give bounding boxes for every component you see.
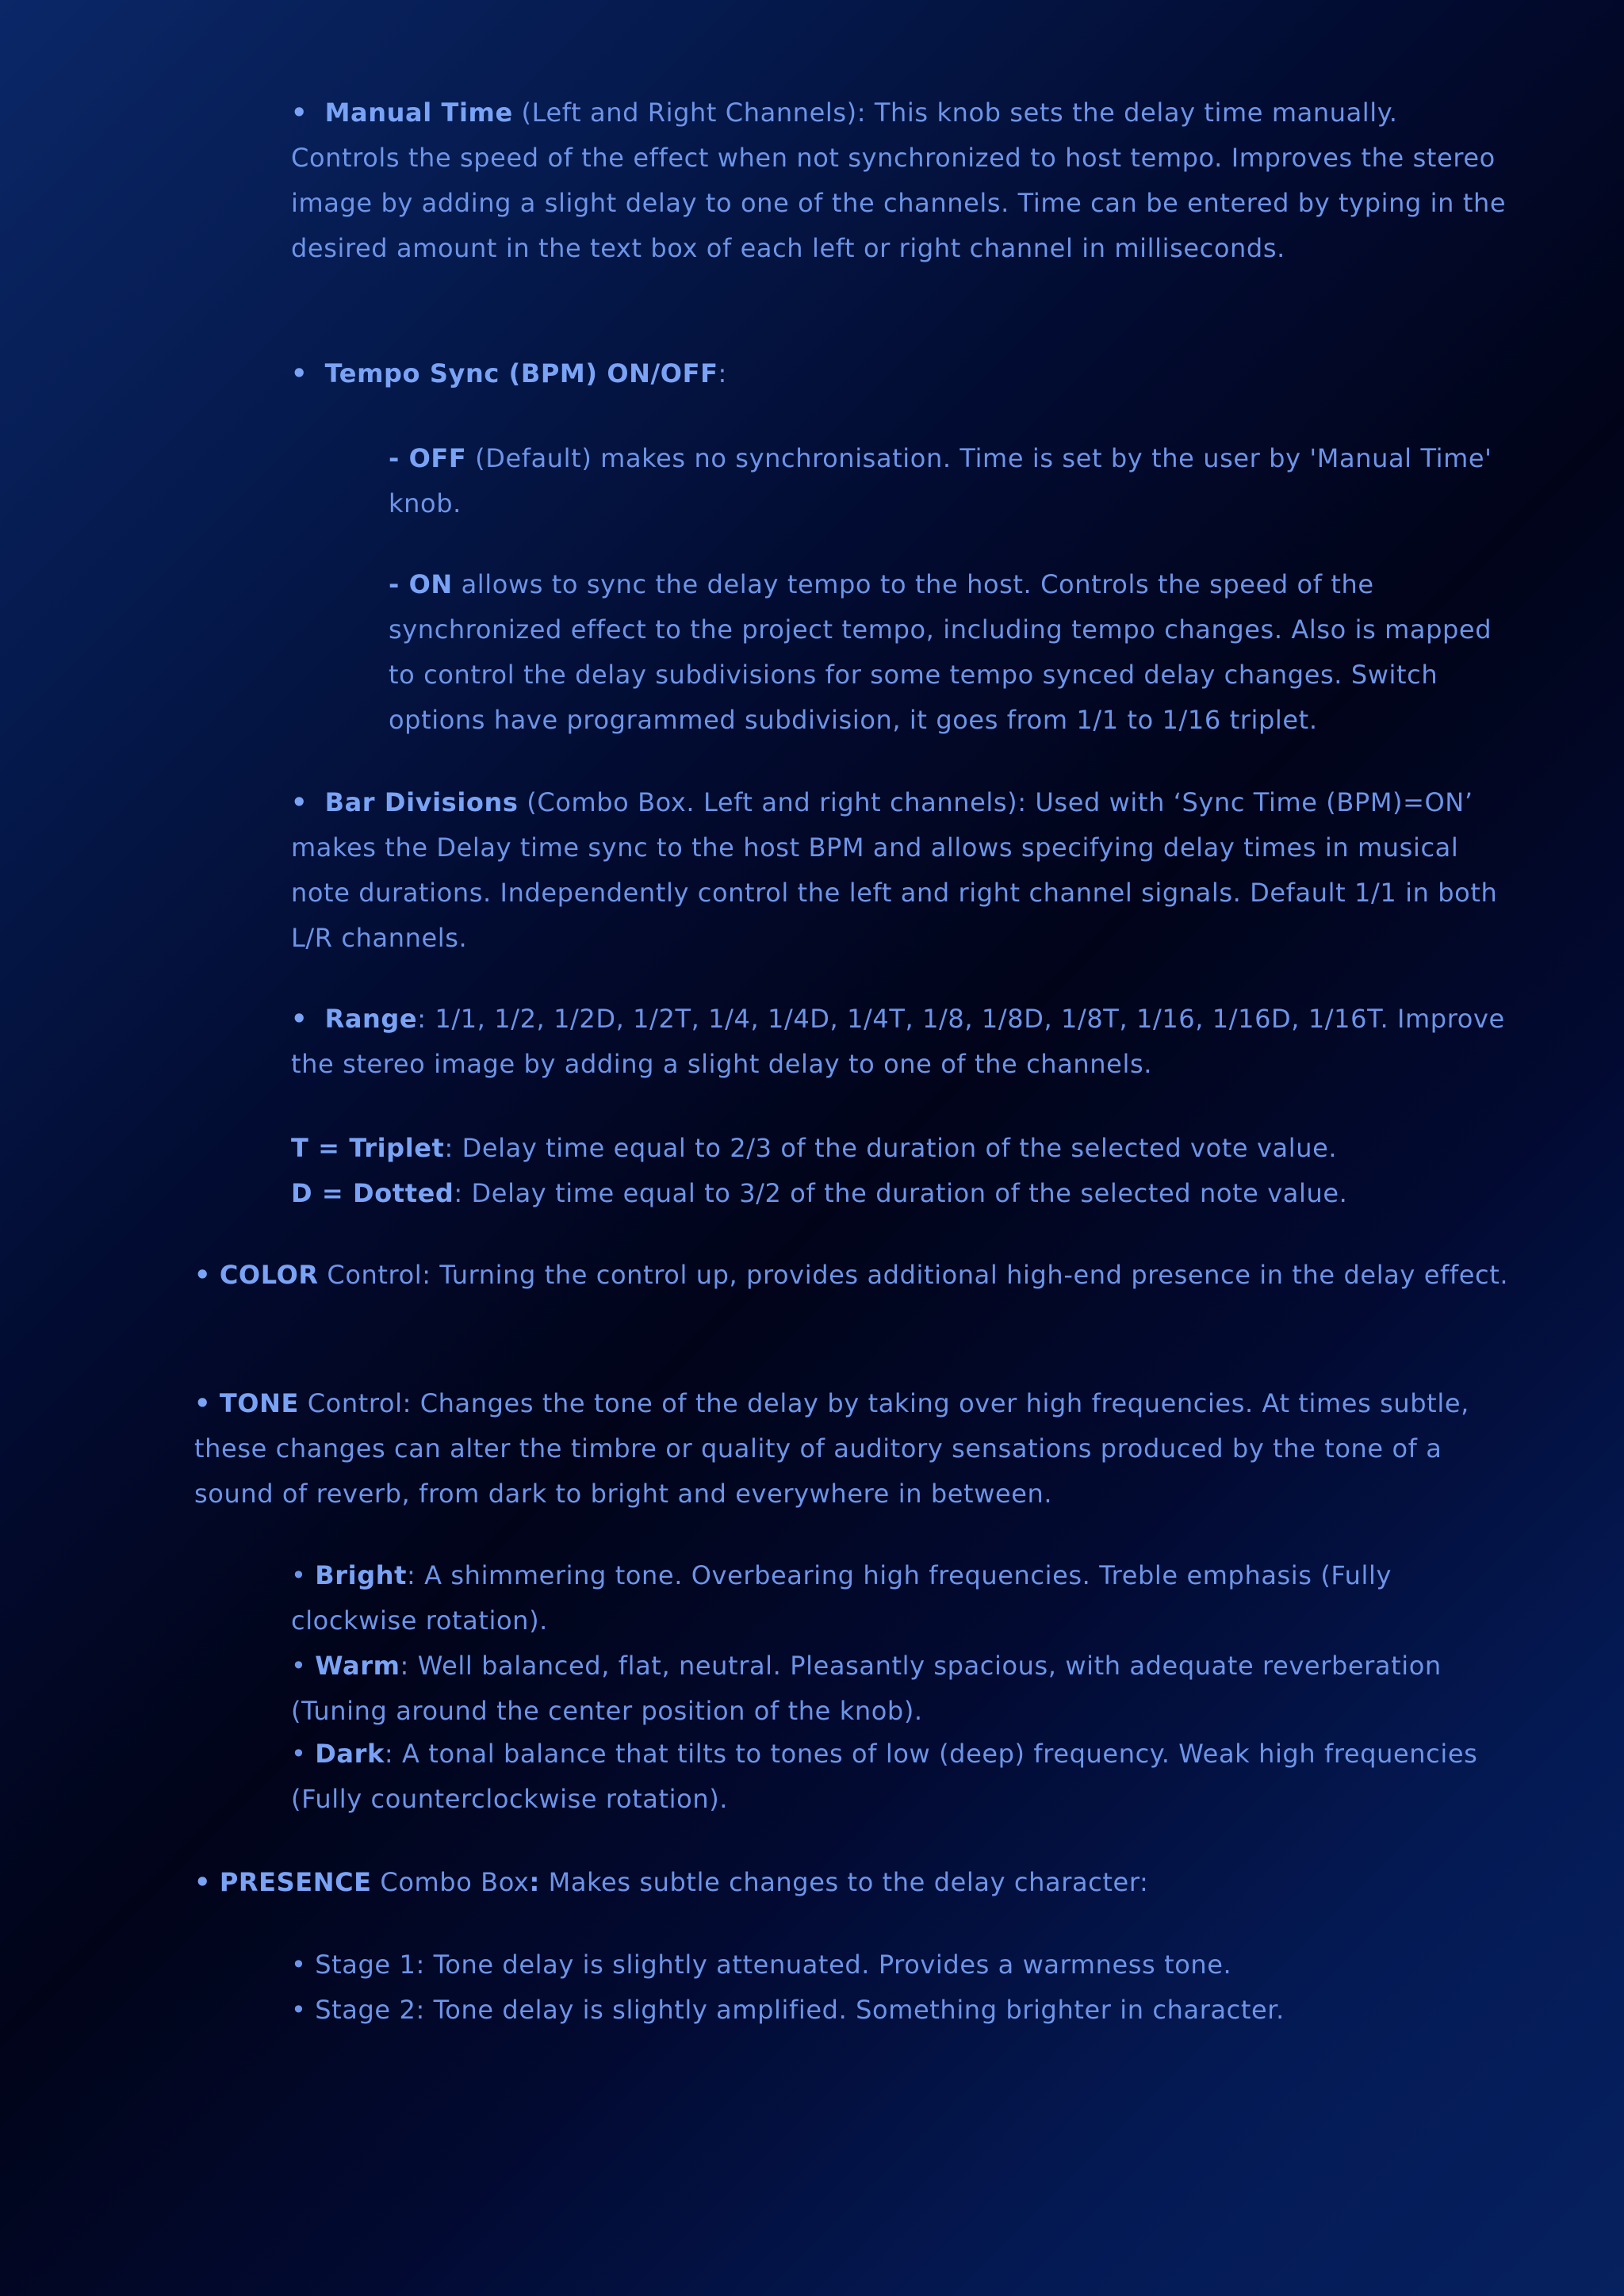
tone-dark-title: Dark <box>315 1739 385 1769</box>
presence-text-a: Combo Box <box>371 1867 530 1897</box>
manual-time-paragraph <box>291 90 1512 271</box>
bullet-icon: • <box>194 1388 212 1418</box>
bullet-icon: • <box>291 1739 307 1769</box>
tempo-sync-on-title: - ON <box>389 569 453 599</box>
tone-warm-option <box>291 1644 1512 1734</box>
bullet-icon: • <box>291 787 308 817</box>
presence-paragraph <box>194 1860 1511 1905</box>
tempo-sync-off-text: (Default) makes no synchronisation. Time is set by the user by 'Manual Time' knob. <box>389 443 1492 519</box>
bullet-icon: • <box>291 1651 307 1681</box>
tone-bright-text: : A shimmering tone. Overbearing high frequencies. Treble emphasis (Fully clockwise rotation). <box>291 1560 1392 1636</box>
tone-dark-text: : A tonal balance that tilts to tones of low (deep) frequency. Weak high frequencies (Fully counterclockwise rotation). <box>291 1739 1478 1814</box>
presence-text-b: Makes subtle changes to the delay character: <box>539 1867 1149 1897</box>
range-paragraph <box>291 997 1512 1087</box>
dotted-definition <box>291 1171 1512 1216</box>
stage-1-item: • Stage 1: Tone delay is slightly attenuated. Provides a warmness tone. <box>291 1950 1232 1980</box>
bullet-icon: • <box>291 1004 308 1034</box>
color-control-text: Control: Turning the control up, provides additional high-end presence in the delay effect. <box>318 1260 1509 1290</box>
bar-divisions-title: Bar Divisions <box>324 787 519 817</box>
tempo-sync-off-paragraph <box>389 436 1515 526</box>
bullet-icon: • <box>194 1867 212 1897</box>
tone-bright-option <box>291 1553 1512 1644</box>
dotted-text: : Delay time equal to 3/2 of the duration of the selected note value. <box>454 1178 1348 1208</box>
tone-control-title: TONE <box>219 1388 299 1418</box>
tempo-sync-on-paragraph <box>389 562 1515 743</box>
stage-2-item: • Stage 2: Tone delay is slightly amplified. Something brighter in character. <box>291 1995 1285 2025</box>
color-control-title: COLOR <box>219 1260 319 1290</box>
triplet-text: : Delay time equal to 2/3 of the duration of the selected vote value. <box>444 1133 1338 1163</box>
tone-warm-text: : Well balanced, flat, neutral. Pleasantly spacious, with adequate reverberation (Tuning around the center position of the knob). <box>291 1651 1442 1726</box>
tone-dark-option <box>291 1732 1512 1822</box>
tone-control-text: Control: Changes the tone of the delay by taking over high frequencies. At times subtle, these changes can alter the timbre or quality of auditory sensations produced by the tone of a sound of reverb, from dark to bright and everywhere in between. <box>194 1388 1469 1509</box>
tempo-sync-suffix: : <box>718 358 727 388</box>
bullet-icon: • <box>194 1260 212 1290</box>
bullet-icon: • <box>291 98 308 128</box>
presence-title: PRESENCE <box>219 1867 372 1897</box>
bullet-icon: • <box>291 1560 307 1590</box>
bar-divisions-text: (Combo Box. Left and right channels): Used with ‘Sync Time (BPM)=ON’ makes the Delay time sync to the host BPM and allows specifying delay times in musical note durations. Independently control the left and right channel signals. Default 1/1 in both L/R channels. <box>291 787 1498 953</box>
triplet-definition <box>291 1126 1512 1171</box>
presence-colon: : <box>529 1867 540 1897</box>
tone-bright-title: Bright <box>315 1560 407 1590</box>
dotted-title: D = Dotted <box>291 1178 454 1208</box>
range-title: Range <box>324 1004 418 1034</box>
bullet-icon: • <box>291 358 308 388</box>
bar-divisions-paragraph <box>291 780 1512 961</box>
tone-warm-title: Warm <box>315 1651 400 1681</box>
manual-time-title: Manual Time <box>324 98 513 128</box>
triplet-title: T = Triplet <box>291 1133 445 1163</box>
tone-control-paragraph <box>194 1381 1511 1517</box>
tempo-sync-on-text: allows to sync the delay tempo to the host. Controls the speed of the synchronized effect to the project tempo, including tempo changes. Also is mapped to control the delay subdivisions for some tempo synced delay changes. Switch options have programmed subdivision, it goes from 1/1 to 1/16 triplet. <box>389 569 1492 735</box>
color-control-paragraph <box>194 1253 1511 1298</box>
tempo-sync-title: Tempo Sync (BPM) ON/OFF <box>324 358 718 388</box>
manual-time-text: (Left and Right Channels): This knob sets the delay time manually. Controls the speed of the effect when not synchronized to host tempo. Improves the stereo image by adding a slight delay to one of the channels. Time can be entered by typing in the desired amount in the text box of each left or right channel in milliseconds. <box>291 98 1507 263</box>
tempo-sync-off-title: - OFF <box>389 443 467 473</box>
tempo-sync-paragraph <box>291 351 1512 396</box>
range-text: : 1/1, 1/2, 1/2D, 1/2T, 1/4, 1/4D, 1/4T, 1/8, 1/8D, 1/8T, 1/16, 1/16D, 1/16T. Improve the stereo image by adding a slight delay to one of the channels. <box>291 1004 1505 1079</box>
